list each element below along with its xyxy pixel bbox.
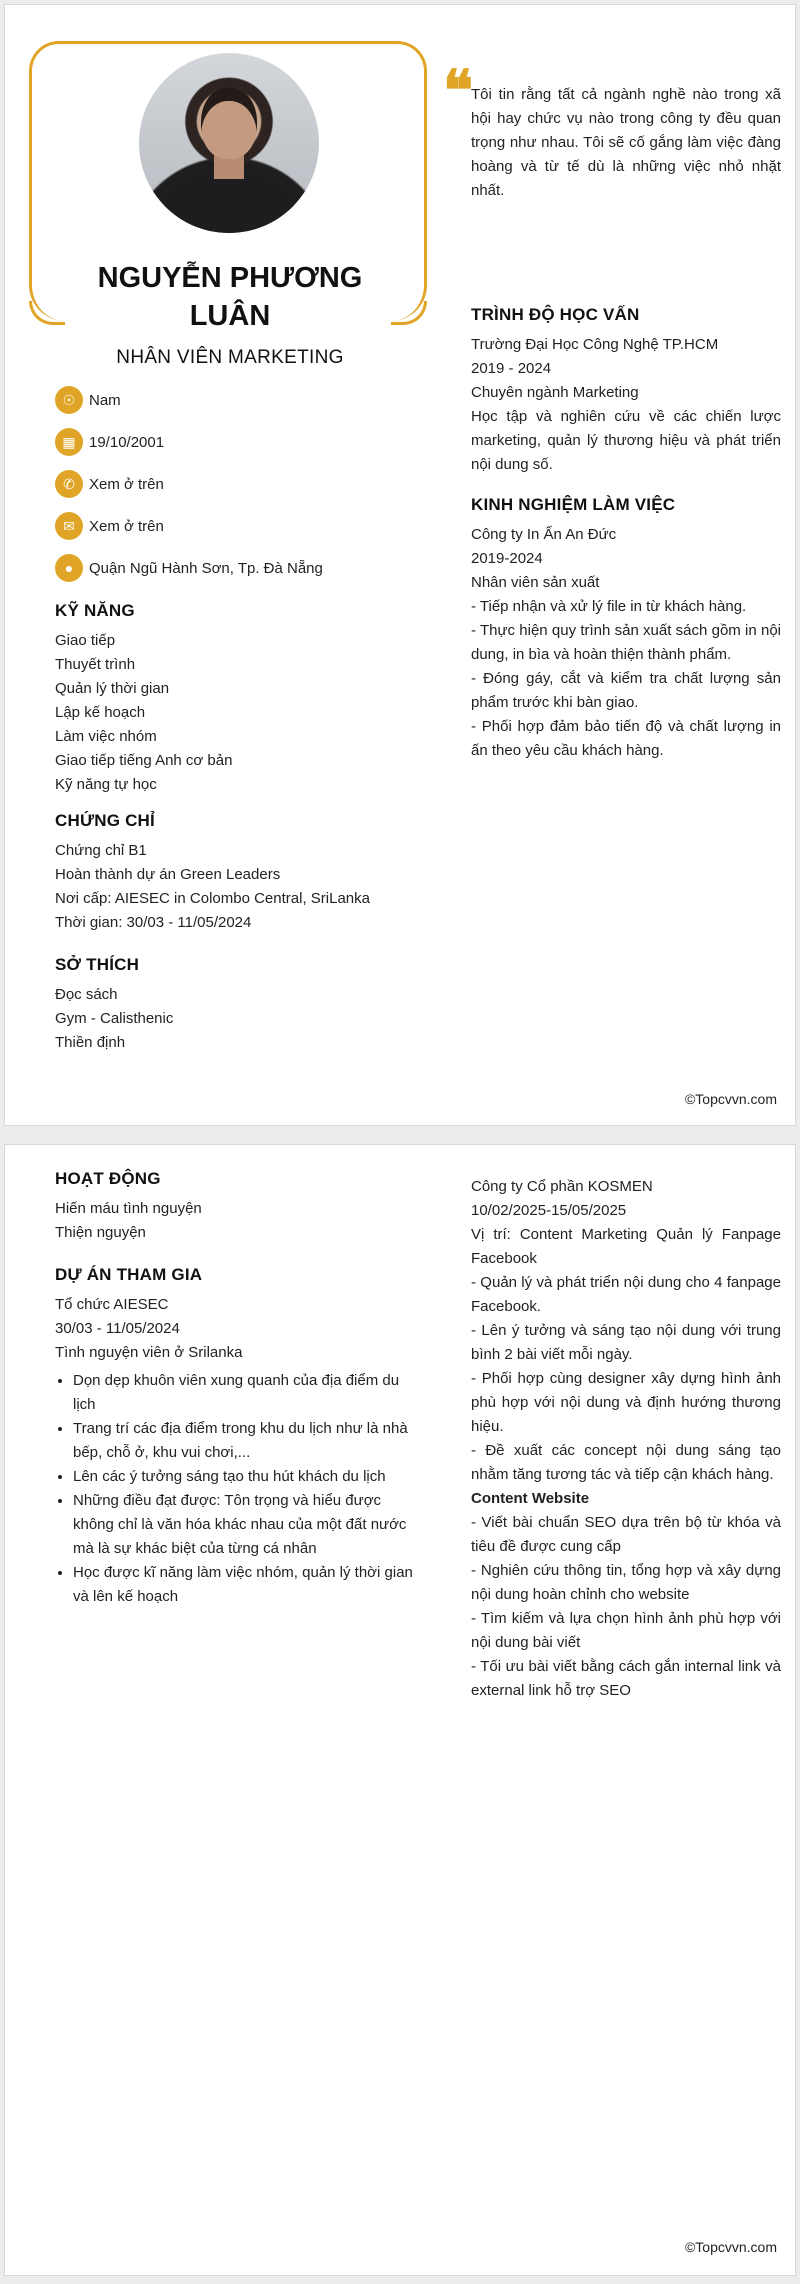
career-objective [471, 83, 781, 203]
contact-text: Nam [89, 391, 121, 409]
calendar-icon: ▦ [55, 428, 83, 456]
skills-section [55, 601, 415, 797]
experience-section [471, 495, 781, 763]
experience-position: Vị trí: Content Marketing Quản lý Fanpage Facebook [471, 1226, 781, 1267]
experience-position: Nhân viên sản xuất [471, 574, 600, 591]
section-title: SỞ THÍCH [55, 955, 140, 974]
activity-item: Hiến máu tình nguyện [55, 1200, 202, 1217]
duty-item: - Nghiên cứu thông tin, tổng hợp và xây dựng nội dung hoàn chỉnh cho website [471, 1562, 781, 1603]
duty-item: - Phối hợp cùng designer xây dựng hình ảnh phù hợp với nội dung và định hướng thương hiệu. [471, 1370, 781, 1435]
duty-item: - Viết bài chuẩn SEO dựa trên bộ từ khóa và tiêu đề được cung cấp [471, 1514, 781, 1555]
hobby-item: Thiền định [55, 1034, 126, 1051]
footer-copyright: ©Topcvvn.com [684, 1091, 777, 1107]
company-name: Công ty Cổ phần KOSMEN [471, 1178, 653, 1195]
gender-icon: ☉ [55, 386, 83, 414]
footer-copyright: ©Topcvvn.com [684, 2239, 777, 2255]
contact-list [55, 379, 415, 589]
project-org: Tổ chức AIESEC [55, 1296, 169, 1313]
contact-birthday [55, 421, 415, 463]
duty-item: - Phối hợp đảm bảo tiến độ và chất lượng in ấn theo yêu cầu khách hàng. [471, 718, 781, 759]
duty-item: - Tối ưu bài viết bằng cách gắn internal link và external link hỗ trợ SEO [471, 1658, 781, 1699]
email-icon: ✉ [55, 512, 83, 540]
header-frame-corner-left [29, 301, 65, 325]
contact-address [55, 547, 415, 589]
project-bullet: • Lên các ý tưởng sáng tạo thu hút khách du lịch [73, 1465, 425, 1489]
contact-gender [55, 379, 415, 421]
certificate-item: Chứng chỉ B1 [55, 842, 147, 859]
project-role: Tình nguyện viên ở Srilanka [55, 1344, 243, 1361]
contact-text: Xem ở trên [89, 475, 164, 493]
education-major: Chuyên ngành Marketing [471, 384, 639, 401]
certificates-section [55, 811, 435, 935]
skill-item: Lập kế hoạch [55, 704, 146, 721]
section-title: HOẠT ĐỘNG [55, 1169, 161, 1188]
projects-section [55, 1265, 425, 1609]
certificate-item: Thời gian: 30/03 - 11/05/2024 [55, 914, 252, 931]
experience-section-continued [471, 1175, 781, 1703]
cv-page-2 [4, 1144, 796, 2276]
avatar-shirt [157, 173, 301, 233]
skill-item: Giao tiếp [55, 632, 116, 649]
project-bullet: • Những điều đạt được: Tôn trọng và hiểu được không chỉ là văn hóa khác nhau của một đất nước mà là sự khác biệt của từng cá nhân [73, 1489, 425, 1561]
project-period: 30/03 - 11/05/2024 [55, 1320, 180, 1337]
section-title: TRÌNH ĐỘ HỌC VẤN [471, 305, 640, 324]
quote-icon: ❝ [443, 58, 474, 124]
skill-item: Quản lý thời gian [55, 680, 170, 697]
education-description: Học tập và nghiên cứu về các chiến lược marketing, quản lý thương hiệu và phát triển nội dung số. [471, 408, 781, 473]
duty-item: - Đề xuất các concept nội dung sáng tạo nhằm tăng tương tác và tiếp cận khách hàng. [471, 1442, 781, 1483]
project-bullets [55, 1369, 425, 1609]
contact-text: 19/10/2001 [89, 433, 165, 451]
avatar [139, 53, 319, 233]
activities-section [55, 1169, 415, 1245]
hobbies-section [55, 955, 415, 1055]
project-bullet: • Dọn dẹp khuôn viên xung quanh của địa điểm du lịch [73, 1369, 425, 1417]
duty-item: - Tiếp nhận và xử lý file in từ khách hàng. [471, 598, 747, 615]
certificate-item: Hoàn thành dự án Green Leaders [55, 866, 281, 883]
subsection-title: Content Website [471, 1490, 590, 1507]
project-bullet: • Trang trí các địa điểm trong khu du lịch như là nhà bếp, chỗ ở, khu vui chơi,... [73, 1417, 425, 1465]
duty-item: - Đóng gáy, cắt và kiểm tra chất lượng sản phẩm trước khi bàn giao. [471, 670, 781, 711]
quote-text: Tôi tin rằng tất cả ngành nghề nào trong xã hội hay chức vụ nào trong công ty đều quan trọng như nhau. Tôi sẽ cố gắng làm việc đàng hoàng và từ tế dù là những việc nhỏ nhặt nhất. [471, 86, 781, 199]
duty-item: - Tìm kiếm và lựa chọn hình ảnh phù hợp với nội dung bài viết [471, 1610, 781, 1651]
experience-period: 2019-2024 [471, 550, 543, 567]
project-bullet: • Học được kĩ năng làm việc nhóm, quản lý thời gian và lên kế hoạch [73, 1561, 425, 1609]
certificate-item: Nơi cấp: AIESEC in Colombo Central, SriLanka [55, 890, 370, 907]
duty-item: - Lên ý tưởng và sáng tạo nội dung với trung bình 2 bài viết mỗi ngày. [471, 1322, 781, 1363]
education-period: 2019 - 2024 [471, 360, 552, 377]
section-title: CHỨNG CHỈ [55, 811, 155, 830]
candidate-name: NGUYỄN PHƯƠNG LUÂN [97, 262, 363, 332]
header-frame-corner-right [391, 301, 427, 325]
section-title: DỰ ÁN THAM GIA [55, 1265, 203, 1284]
skill-item: Thuyết trình [55, 656, 136, 673]
contact-email [55, 505, 415, 547]
skill-item: Giao tiếp tiếng Anh cơ bản [55, 752, 233, 769]
duty-item: - Quản lý và phát triển nội dung cho 4 fanpage Facebook. [471, 1274, 781, 1315]
location-icon: ● [55, 554, 83, 582]
hobby-item: Đọc sách [55, 986, 118, 1003]
duty-item: - Thực hiện quy trình sản xuất sách gồm in nội dung, in bìa và hoàn thiện thành phẩm. [471, 622, 781, 663]
school-name: Trường Đại Học Công Nghệ TP.HCM [471, 336, 719, 353]
job-title: NHÂN VIÊN MARKETING [116, 347, 344, 368]
cv-page-1 [4, 4, 796, 1126]
phone-icon: ✆ [55, 470, 83, 498]
contact-text: Quận Ngũ Hành Sơn, Tp. Đà Nẵng [89, 559, 323, 577]
section-title: KINH NGHIỆM LÀM VIỆC [471, 495, 676, 514]
contact-phone [55, 463, 415, 505]
avatar-face [201, 87, 257, 159]
activity-item: Thiện nguyện [55, 1224, 146, 1241]
contact-text: Xem ở trên [89, 517, 164, 535]
skill-item: Kỹ năng tự học [55, 776, 157, 793]
company-name: Công ty In Ấn An Đức [471, 526, 617, 543]
section-title: KỸ NĂNG [55, 601, 135, 620]
education-section [471, 305, 781, 477]
hobby-item: Gym - Calisthenic [55, 1010, 174, 1027]
experience-period: 10/02/2025-15/05/2025 [471, 1202, 627, 1219]
skill-item: Làm việc nhóm [55, 728, 157, 745]
